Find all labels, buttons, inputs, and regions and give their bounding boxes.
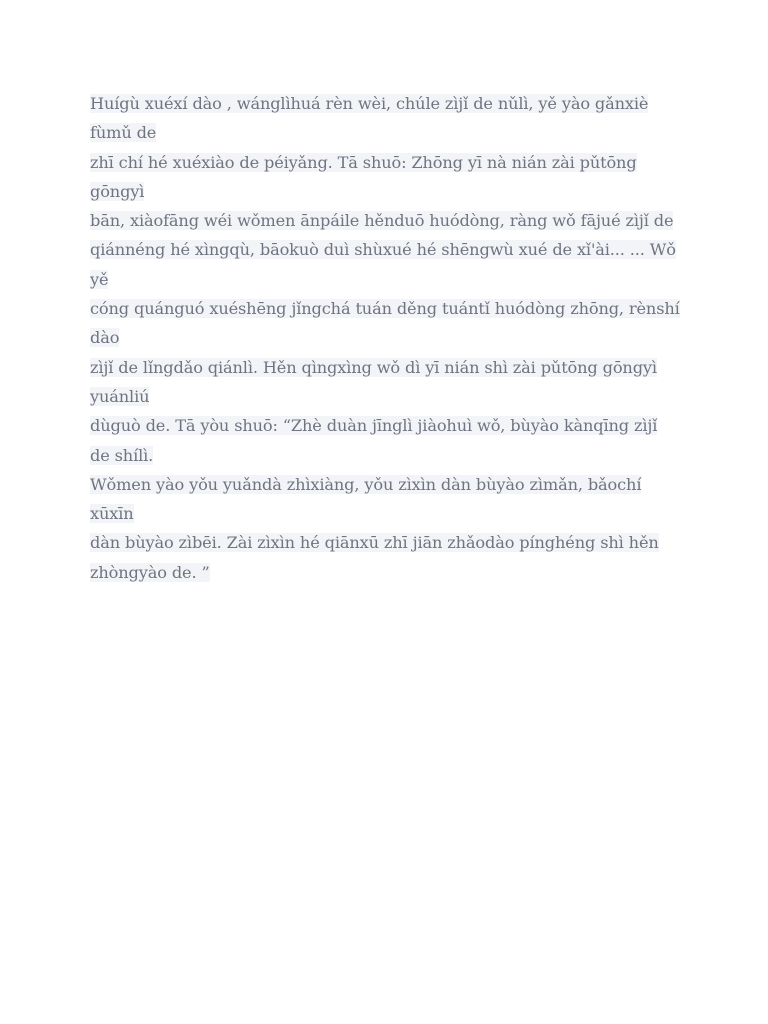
paragraph-line-6: zìjǐ de lǐngdǎo qiánlì. Hěn qìngxìng wǒ dì yī nián shì zài pǔtōng gōngyì yuánliú [90,357,657,406]
paragraph-line-5: cóng quánguó xuéshēng jǐngchá tuán děng tuántǐ huódòng zhōng, rènshí dào [90,299,680,348]
paragraph-line-9: dàn bùyào zìbēi. Zài zìxìn hé qiānxū zhī jiān zhǎodào pínghéng shì hěn [90,533,659,553]
paragraph-line-2: zhī chí hé xuéxiào de péiyǎng. Tā shuō: Zhōng yī nà nián zài pǔtōng gōngyì [90,152,637,201]
paragraph-line-3: bān, xiàofāng wéi wǒmen ānpáile hěnduō huódòng, ràng wǒ fājué zìjǐ de [90,211,674,231]
paragraph-line-1: Huígù xuéxí dào , wánglìhuá rèn wèi, chúle zìjǐ de nǔlì, yě yào gǎnxiè fùmǔ de [90,94,649,143]
paragraph-line-4: qiánnéng hé xìngqù, bāokuò duì shùxué hé shēngwù xué de xǐ'ài... ... Wǒ yě [90,240,676,289]
paragraph-line-10: zhòngyào de. ” [90,562,210,582]
paragraph-line-8: Wǒmen yào yǒu yuǎndà zhìxiàng, yǒu zìxìn dàn bùyào zìmǎn, bǎochí xūxīn [90,474,642,524]
paragraph-line-7: dùguò de. Tā yòu shuō: “Zhè duàn jīnglì jiàohuì wǒ, bùyào kànqīng zìjǐ de shílì. [90,416,658,465]
pinyin-paragraph [90,89,680,587]
